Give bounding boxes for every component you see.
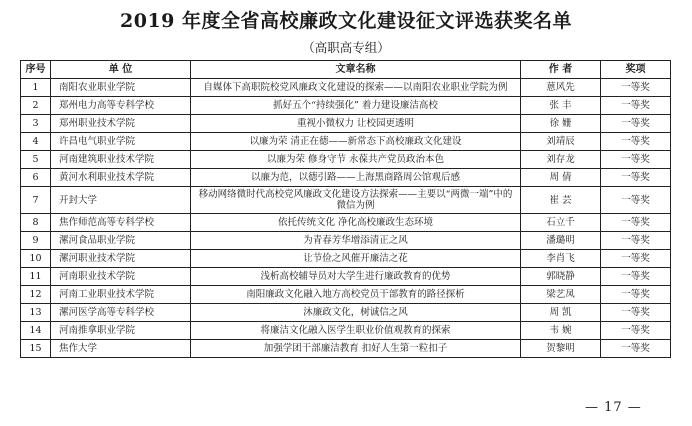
cell-unit: 开封大学: [51, 187, 191, 214]
cell-award: 一等奖: [601, 322, 671, 340]
cell-award: 一等奖: [601, 97, 671, 115]
cell-unit: 漯河医学高等专科学校: [51, 304, 191, 322]
cell-index: 11: [21, 268, 51, 286]
header-award: 奖项: [601, 61, 671, 79]
cell-award: 一等奖: [601, 187, 671, 214]
table-row: [21, 214, 671, 232]
cell-unit: 河南工业职业技术学院: [51, 286, 191, 304]
cell-author: 韦 婉: [521, 322, 601, 340]
cell-award: 一等奖: [601, 232, 671, 250]
cell-unit: 黄河水利职业技术学院: [51, 169, 191, 187]
cell-article-title: 以廉为荣 修身守节 永葆共产党员政治本色: [191, 151, 521, 169]
cell-author: 梁艺凤: [521, 286, 601, 304]
cell-author: 周 凯: [521, 304, 601, 322]
table-row: [21, 115, 671, 133]
cell-article-title: 南阳廉政文化融入地方高校党员干部教育的路径探析: [191, 286, 521, 304]
cell-unit: 南阳农业职业学院: [51, 79, 191, 97]
cell-unit: 河南建筑职业技术学院: [51, 151, 191, 169]
cell-article-title: 以廉为荣 清正在德——新常态下高校廉政文化建设: [191, 133, 521, 151]
cell-article-title: 让节俭之风催开廉洁之花: [191, 250, 521, 268]
cell-award: 一等奖: [601, 304, 671, 322]
cell-index: 9: [21, 232, 51, 250]
cell-index: 1: [21, 79, 51, 97]
document-subtitle: （高职高专组）: [302, 40, 390, 55]
cell-unit: 郑州电力高等专科学校: [51, 97, 191, 115]
cell-unit: 河南推拿职业学院: [51, 322, 191, 340]
cell-unit: 焦作大学: [51, 340, 191, 358]
cell-award: 一等奖: [601, 133, 671, 151]
cell-article-title: 为青春芳华增添清正之风: [191, 232, 521, 250]
cell-article-title: 加强学团干部廉洁教育 扣好人生第一粒扣子: [191, 340, 521, 358]
cell-author: 郭晓静: [521, 268, 601, 286]
cell-award: 一等奖: [601, 151, 671, 169]
cell-index: 4: [21, 133, 51, 151]
cell-index: 3: [21, 115, 51, 133]
award-table: [20, 60, 671, 358]
cell-index: 14: [21, 322, 51, 340]
table-row: [21, 340, 671, 358]
cell-author: 石立千: [521, 214, 601, 232]
document-title: 2019 年度全省高校廉政文化建设征文评选获奖名单: [120, 10, 572, 32]
header-article-title: 文章名称: [191, 61, 521, 79]
cell-article-title: 将廉洁文化融入医学生职业价值观教育的探索: [191, 322, 521, 340]
header-unit: 单 位: [51, 61, 191, 79]
cell-author: 徐 姗: [521, 115, 601, 133]
cell-unit: 漯河职业技术学院: [51, 250, 191, 268]
cell-award: 一等奖: [601, 250, 671, 268]
cell-award: 一等奖: [601, 115, 671, 133]
table-row: [21, 286, 671, 304]
cell-unit: 郑州职业技术学院: [51, 115, 191, 133]
cell-index: 7: [21, 187, 51, 214]
cell-author: 周 倩: [521, 169, 601, 187]
cell-article-title: 重视小微权力 让校园更透明: [191, 115, 521, 133]
cell-index: 8: [21, 214, 51, 232]
cell-award: 一等奖: [601, 214, 671, 232]
cell-unit: 河南职业技术学院: [51, 268, 191, 286]
table-row: [21, 187, 671, 214]
cell-author: 刘靖辰: [521, 133, 601, 151]
table-row: [21, 232, 671, 250]
cell-index: 6: [21, 169, 51, 187]
cell-index: 15: [21, 340, 51, 358]
cell-unit: 许昌电气职业学院: [51, 133, 191, 151]
header-index: 序号: [21, 61, 51, 79]
cell-author: 张 丰: [521, 97, 601, 115]
cell-index: 12: [21, 286, 51, 304]
cell-index: 5: [21, 151, 51, 169]
table-header-row: [21, 61, 671, 79]
cell-article-title: 抓好五个“持续强化” 着力建设廉洁高校: [191, 97, 521, 115]
cell-author: 贺黎明: [521, 340, 601, 358]
cell-article-title: 依托传统文化 净化高校廉政生态环境: [191, 214, 521, 232]
header-author: 作 者: [521, 61, 601, 79]
cell-index: 10: [21, 250, 51, 268]
cell-author: 刘存龙: [521, 151, 601, 169]
page-number: — 17 —: [585, 400, 642, 415]
cell-unit: 漯河食品职业学院: [51, 232, 191, 250]
cell-author: 李肖飞: [521, 250, 601, 268]
cell-author: 潘璐明: [521, 232, 601, 250]
cell-article-title: 浅析高校辅导员对大学生进行廉政教育的优势: [191, 268, 521, 286]
table-row: [21, 169, 671, 187]
table-row: [21, 250, 671, 268]
table-row: [21, 97, 671, 115]
cell-article-title: 移动网络微时代高校党风廉政文化建设方法探索——主要以“两微一端”中的微信为例: [191, 187, 521, 214]
cell-author: 崔 芸: [521, 187, 601, 214]
table-row: [21, 304, 671, 322]
cell-article-title: 自媒体下高职院校党风廉政文化建设的探索——以南阳农业职业学院为例: [191, 79, 521, 97]
cell-article-title: 以廉为范，以德引路——上海黑商路周公馆观后感: [191, 169, 521, 187]
cell-award: 一等奖: [601, 169, 671, 187]
cell-article-title: 沐廉政文化，树诚信之风: [191, 304, 521, 322]
table-row: [21, 133, 671, 151]
cell-award: 一等奖: [601, 340, 671, 358]
table-row: [21, 79, 671, 97]
table-row: [21, 151, 671, 169]
cell-author: 蒽风先: [521, 79, 601, 97]
table-row: [21, 322, 671, 340]
cell-unit: 焦作师范高等专科学校: [51, 214, 191, 232]
table-row: [21, 268, 671, 286]
cell-index: 13: [21, 304, 51, 322]
cell-award: 一等奖: [601, 268, 671, 286]
cell-award: 一等奖: [601, 286, 671, 304]
cell-index: 2: [21, 97, 51, 115]
cell-award: 一等奖: [601, 79, 671, 97]
